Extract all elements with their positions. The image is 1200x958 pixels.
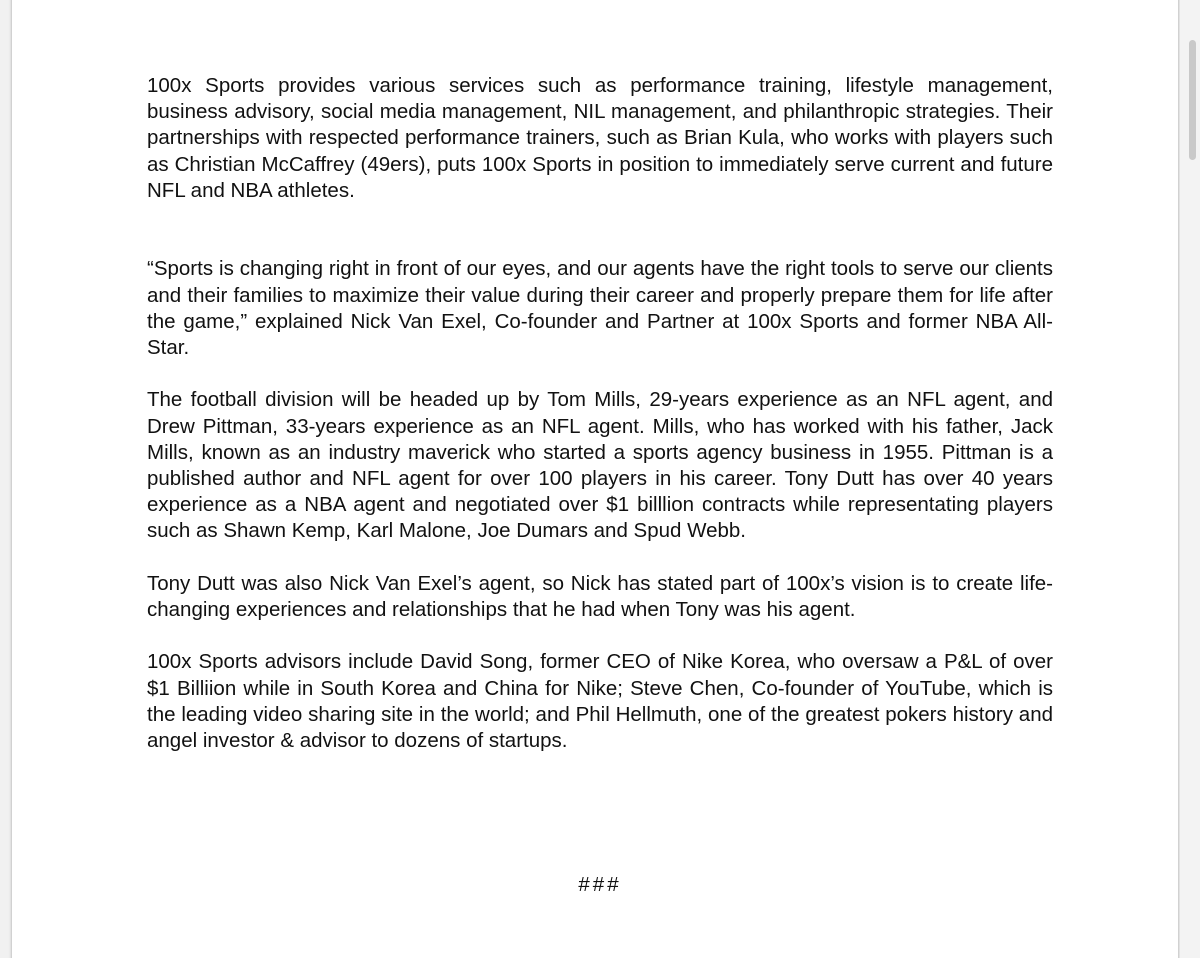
paragraph-advisors: 100x Sports advisors include David Song, former CEO of Nike Korea, who oversaw a P&L of over $1 Billiion while in South Korea and China for Nike; Steve Chen, Co-founder of YouTube, which is the leading video sharing site in the world; and Phil Hellmuth, one of the greatest pokers history and angel investor & advisor to dozens of startups.	[147, 650, 1053, 753]
end-mark: ###	[578, 873, 622, 896]
paragraph-tony-dutt: Tony Dutt was also Nick Van Exel’s agent, so Nick has stated part of 100x’s vision is to create life-changing experiences and relationships that he had when Tony was his agent.	[147, 571, 1053, 622]
vertical-scrollbar[interactable]	[1180, 0, 1200, 958]
paragraph-football-division: The football division will be headed up by Tom Mills, 29-years experience as an NFL agent, and Drew Pittman, 33-years experience as an NFL agent. Mills, who has worked with his father, Jack Mills, known as an industry maverick who started a sports agency business in 1955. Pittman is a published author and NFL agent for over 100 players in his career. Tony Dutt has over 40 years experience as a NBA agent and negotiated over $1 billlion contracts while representating players such as Shawn Kemp, Karl Malone, Joe Dumars and Spud Webb.	[147, 388, 1053, 543]
paragraph-services: 100x Sports provides various services such as performance training, lifestyle management, business advisory, social media management, NIL management, and philanthropic strategies. Their partnerships with respected performance trainers, such as Brian Kula, who works with players such as Christian McCaffrey (49ers), puts 100x Sports in position to immediately serve current and future NFL and NBA athletes.	[147, 74, 1053, 202]
scrollbar-thumb[interactable]	[1189, 40, 1196, 160]
paragraph-quote: “Sports is changing right in front of our eyes, and our agents have the right tools to serve our clients and their families to maximize their value during their career and properly prepare them for life after the game,” explained Nick Van Exel, Co-founder and Partner at 100x Sports and former NBA All-Star.	[147, 257, 1053, 360]
document-body	[147, 73, 1053, 754]
